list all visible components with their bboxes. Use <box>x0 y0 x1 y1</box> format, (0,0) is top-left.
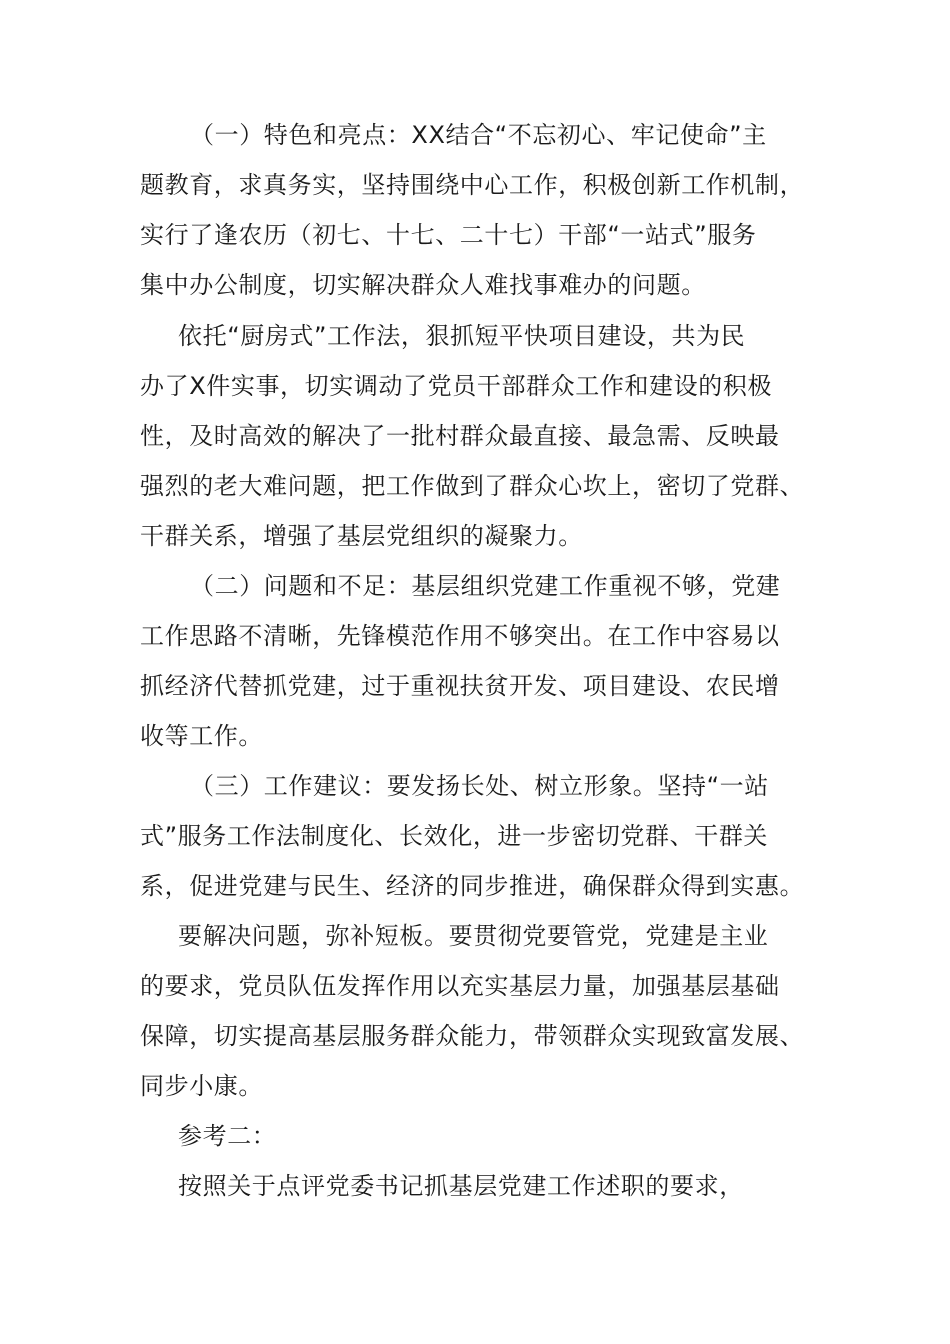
text-line: 干群关系，增强了基层党组织的凝聚力。 <box>140 522 583 550</box>
text-line: 性，及时高效的解决了一批村群众最直接、最急需、反映最 <box>140 422 780 450</box>
text-line: 依托“厨房式”工作法，狠抓短平快项目建设，共为民 <box>178 322 746 350</box>
text-line: 办了X件实事，切实调动了党员干部群众工作和建设的积极 <box>140 372 773 400</box>
text-line: 系，促进党建与民生、经济的同步推进，确保群众得到实惠。 <box>140 872 805 900</box>
text-line: 按照关于点评党委书记抓基层党建工作述职的要求， <box>178 1172 744 1200</box>
text-line: 收等工作。 <box>140 722 263 750</box>
text-line: 抓经济代替抓党建，过于重视扶贫开发、项目建设、农民增 <box>140 672 780 700</box>
text-line: （三）工作建议：要发扬长处、树立形象。坚持“一站 <box>190 772 769 800</box>
text-line: 式”服务工作法制度化、长效化，进一步密切党群、干群关 <box>140 822 769 850</box>
text-line: 工作思路不清晰，先锋模范作用不够突出。在工作中容易以 <box>140 622 780 650</box>
text-line: 集中办公制度，切实解决群众人难找事难办的问题。 <box>140 271 706 299</box>
text-line: 实行了逢农历（初七、十七、二十七）干部“一站式”服务 <box>140 221 757 249</box>
text-line: 强烈的老大难问题，把工作做到了群众心坎上，密切了党群、 <box>140 472 805 500</box>
text-line: 保障，切实提高基层服务群众能力，带领群众实现致富发展、 <box>140 1022 805 1050</box>
text-line: （一）特色和亮点：XX结合“不忘初心、牢记使命”主 <box>190 121 767 149</box>
text-line: 要解决问题，弥补短板。要贯彻党要管党，党建是主业 <box>178 922 769 950</box>
text-line: 同步小康。 <box>140 1072 263 1100</box>
text-line: （二）问题和不足：基层组织党建工作重视不够，党建 <box>190 572 781 600</box>
text-line: 题教育，求真务实，坚持围绕中心工作，积极创新工作机制， <box>140 171 805 199</box>
text-line: 参考二： <box>178 1122 277 1150</box>
text-line: 的要求，党员队伍发挥作用以充实基层力量，加强基层基础 <box>140 972 780 1000</box>
